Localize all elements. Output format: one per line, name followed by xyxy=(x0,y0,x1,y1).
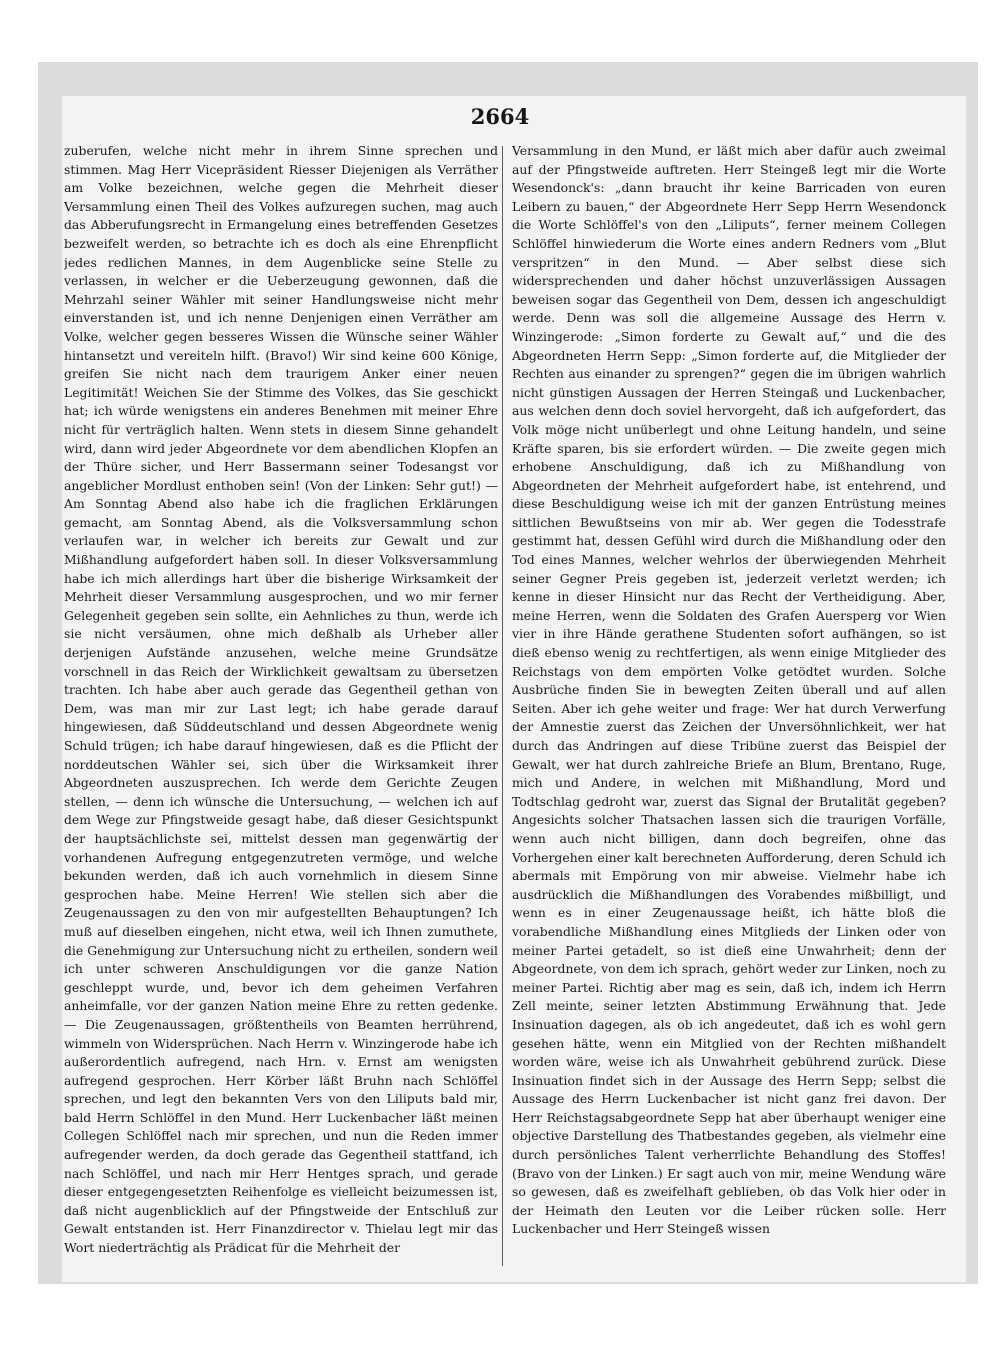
column-divider xyxy=(502,146,503,1266)
right-column xyxy=(512,142,946,1274)
page-number: 2664 xyxy=(470,104,530,129)
left-column-text: zuberufen, welche nicht mehr in ihrem Sinne sprechen und stimmen. Mag Herr Vicepräsident Riesser Diejenigen als Verräther am Volke bezeichnen, welche gegen die Mehrheit dieser Versammlung einen Theil des Volkes aufzuregen suchen, mag auch das Abberufungsrecht in Ermangelung eines betreffenden Gesetzes bezweifelt werden, so betrachte ich es doch als eine Ehrenpflicht jedes redlichen Mannes, in dem Augenblicke seine Stelle zu verlassen, in welcher er die Ueberzeugung gewonnen, daß die Mehrzahl seiner Wähler mit seiner Handlungsweise nicht mehr einverstanden ist, und ich nenne Denjenigen einen Verräther am Volke, welcher gegen besseres Wissen die Wünsche seiner Wähler hintansetzt und vereiteln hilft. (Bravo!) Wir sind keine 600 Könige, greifen Sie nicht nach dem traurigem Anker einer neuen Legitimität! Weichen Sie der Stimme des Volkes, das Sie geschickt hat; ich würde wenigstens ein anderes Benehmen mit meiner Ehre nicht für verträglich halten. Wenn stets in diesem Sinne gehandelt wird, dann wird jeder Abgeordnete vor dem abendlichen Klopfen an der Thüre sicher, und Herr Bassermann seiner Todesangst vor angeblicher Mordlust enthoben sein! (Von der Linken: Sehr gut!) — Am Sonntag Abend also habe ich die fraglichen Erklärungen gemacht, am Sonntag Abend, als die Volksversammlung schon verlaufen war, in welcher ich bereits zur Gewalt und zur Mißhandlung aufgefordert haben soll. In dieser Volksversammlung habe ich mich allerdings hart über die bisherige Wirksamkeit der Mehrheit dieser Versammlung ausgesprochen, und wo mir ferner Gelegenheit gegeben sein sollte, ein Aehnliches zu thun, werde ich sie nicht versäumen, ohne mich deßhalb als Urheber aller derjenigen Aufstände anzusehen, welche meine Grundsätze vorschnell in das Reich der Wirklichkeit gewaltsam zu übersetzen trachten. Ich habe aber auch gerade das Gegentheil gethan von Dem, was man mir zur Last legt; ich habe gerade darauf hingewiesen, daß Süddeutschland und dessen Abgeordnete wenig Schuld trügen; ich habe darauf hingewiesen, daß es die Pflicht der norddeutschen Wähler sei, sich über die Wirksamkeit ihrer Abgeordneten auszusprechen. Ich werde dem Gerichte Zeugen stellen, — denn ich wünsche die Untersuchung, — welchen ich auf dem Wege zur Pfingstweide gesagt habe, daß dieser Gesichtspunkt der hauptsächlichste sei, mittelst dessen man gegenwärtig der vorhandenen Aufregung entgegenzutreten vermöge, und welche bekunden werden, daß ich auch vornehmlich in diesem Sinne gesprochen habe. Meine Herren! Wie stellen sich aber die Zeugenaussagen zu den von mir aufgestellten Behauptungen? Ich muß auf dieselben eingehen, nicht etwa, weil ich Ihnen zumuthete, die Genehmigung zur Untersuchung nicht zu ertheilen, sondern weil ich unter schweren Anschuldigungen vor die ganze Nation geschleppt wurde, und, bevor ich dem geheimen Verfahren anheimfalle, vor der ganzen Nation meine Ehre zu retten gedenke. — Die Zeugenaussagen, größtentheils von Beamten herrührend, wimmeln von Widersprüchen. Nach Herrn v. Winzingerode habe ich außerordentlich aufregend, nach Hrn. v. Ernst am wenigsten aufregend gesprochen. Herr Körber läßt Bruhn nach Schlöffel sprechen, und legt den bekannten Vers von den Liliputs bald mir, bald Herrn Schlöffel in den Mund. Herr Luckenbacher läßt meinen Collegen Schlöffel nach mir sprechen, und nun die Reden immer aufregender werden, da doch gerade das Gegentheil stattfand, ich nach Schlöffel, und nach mir Herr Hentges sprach, und gerade dieser entgegengesetzten Reihenfolge es vielleicht beizumessen ist, daß nicht augenblicklich auf der Pfingstweide der Entschluß zur Gewalt entstanden ist. Herr Finanzdirector v. Thielau legt mir das Wort niederträchtig als Prädicat für die Mehrheit der xyxy=(64,143,498,1256)
left-column xyxy=(64,142,498,1274)
right-column-text: Versammlung in den Mund, er läßt mich aber dafür auch zweimal auf der Pfingstweide auftreten. Herr Steingeß legt mir die Worte Wesendonck's: „dann braucht ihr keine Barricaden von euren Leibern zu bauen,“ der Abgeordnete Herr Sepp Herrn Wesendonck die Worte Schlöffel's von den „Liliputs“, ferner meinem Collegen Schlöffel hinwiederum die Worte eines andern Redners vom „Blut verspritzen“ in den Mund. — Aber selbst diese sich widersprechenden und daher höchst unzuverlässigen Aussagen beweisen sogar das Gegentheil von Dem, dessen ich angeschuldigt werde. Denn was soll die allgemeine Aussage des Herrn v. Winzingerode: „Simon forderte zu Gewalt auf,“ und die des Abgeordneten Herrn Sepp: „Simon forderte auf, die Mitglieder der Rechten aus einander zu sprengen?“ gegen die im übrigen wahrlich nicht günstigen Aussagen der Herren Steingaß und Luckenbacher, aus welchen denn doch soviel hervorgeht, daß ich aufgefordert, das Volk möge nicht unüberlegt und ohne Leitung handeln, und seine Kräfte sparen, bis sie erfordert würden. — Die zweite gegen mich erhobene Anschuldigung, daß ich zu Mißhandlung von Abgeordneten der Mehrheit aufgefordert habe, ist entehrend, und diese Beschuldigung weise ich mit der ganzen Entrüstung meines sittlichen Bewußtseins von mir ab. Wer gegen die Todesstrafe gestimmt hat, dessen Gefühl wird durch die Mißhandlung oder den Tod eines Mannes, welcher wehrlos der überwiegenden Mehrheit seiner Gegner Preis gegeben ist, jederzeit verletzt werden; ich kenne in dieser Hinsicht nur das Recht der Vertheidigung. Aber, meine Herren, wenn die Soldaten des Grafen Auersperg vor Wien vier in ihre Hände gerathene Studenten sofort aufhängen, so ist dieß ebenso wenig zu rechtfertigen, als wenn einige Mitglieder des Reichstags von dem empörten Volke getödtet wurden. Solche Ausbrüche finden Sie in bewegten Zeiten überall und auf allen Seiten. Aber ich gehe weiter und frage: Wer hat durch Verwerfung der Amnestie zuerst das Zeichen der Unversöhnlichkeit, wer hat durch das Andringen auf diese Tribüne zuerst das Beispiel der Gewalt, wer hat durch zahlreiche Briefe an Blum, Brentano, Ruge, mich und Andere, in welchen mit Mißhandlung, Mord und Todtschlag gedroht war, zuerst das Signal der Brutalität gegeben? Angesichts solcher Thatsachen lassen sich die traurigen Vorfälle, wenn auch nicht billigen, dann doch begreifen, ohne das Vorhergehen einer kalt berechneten Aufforderung, deren Schuld ich abermals mit Empörung von mir abweise. Vielmehr habe ich ausdrücklich die Mißhandlungen des Vorabendes mißbilligt, und wenn es in einer Zeugenaussage heißt, ich hätte bloß die vorabendliche Mißhandlung eines Mitglieds der Linken oder von meiner Partei getadelt, so ist dieß eine Unwahrheit; denn der Abgeordnete, von dem ich sprach, gehört weder zur Linken, noch zu meiner Partei. Richtig aber mag es sein, daß ich, indem ich Herrn Zell meinte, seiner letzten Abstimmung Erwähnung that. Jede Insinuation dagegen, als ob ich angedeutet, daß ich es wohl gern gesehen hätte, wenn ein Mitglied von der Rechten mißhandelt worden wäre, weise ich als Unwahrheit gebührend zurück. Diese Insinuation findet sich in der Aussage des Herrn Sepp; selbst die Aussage des Herrn Luckenbacher ist nicht ganz frei davon. Der Herr Reichstagsabgeordnete Sepp hat aber überhaupt weniger eine objective Darstellung des Thatbestandes gegeben, als vielmehr eine durch persönliches Talent verherrlichte Behandlung des Stoffes! (Bravo von der Linken.) Er sagt auch von mir, meine Wendung wäre so gewesen, daß es zweifelhaft geblieben, ob das Volk hier oder in der Heimath den Leuten vor die Leiber rücken solle. Herr Luckenbacher und Herr Steingeß wissen xyxy=(512,143,946,1237)
